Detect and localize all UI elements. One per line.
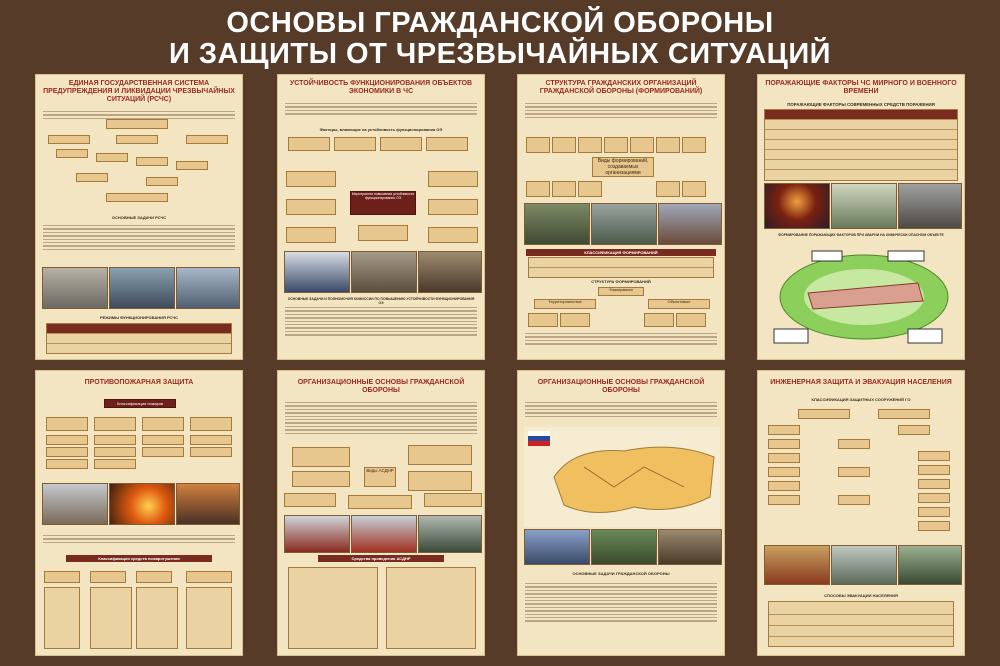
photo-evacuation-1 [764,545,830,585]
asdnr-box [424,493,482,507]
photo-chemical [831,183,897,229]
measure-box [286,171,336,187]
panel-text [36,531,242,547]
fire-sub-box [94,435,136,445]
shelter-box [838,495,870,505]
diagram-box [186,135,228,144]
means-box [288,567,378,649]
panel-stability [277,74,485,360]
panel-title: ПРОТИВОПОЖАРНАЯ ЗАЩИТА [84,379,194,386]
org-box [552,181,576,197]
fire-sub-box [190,447,232,457]
panel-text [518,329,724,349]
org-box [656,137,680,153]
fire-type-box [46,417,88,431]
panel-title: ОРГАНИЗАЦИОННЫЕ ОСНОВЫ ГРАЖДАНСКОЙ ОБОРОНЫ [537,379,705,394]
stand-title-line2: И ЗАЩИТЫ ОТ ЧРЕЗВЫЧАЙНЫХ СИТУАЦИЙ [168,38,832,70]
fire-sub-box [190,435,232,445]
fire-classification-box: Классификация пожаров [104,399,176,408]
classification-table [528,257,714,278]
photo-formations-1 [524,203,590,245]
diagram-box [146,177,178,186]
panel-rschs [35,74,243,360]
panel-structure [517,74,725,360]
photo-meeting [176,267,240,309]
panel-text [518,579,724,626]
photo-fire [109,483,175,525]
panel-title: ЕДИНАЯ ГОСУДАРСТВЕННАЯ СИСТЕМА ПРЕДУПРЕЖДЕНИЯ И ЛИКВИДАЦИИ ЧРЕЗВЫЧАЙНЫХ СИТУАЦИЙ (РСЧС) [43,80,235,103]
photo-workers [418,251,482,293]
panel-title: ОРГАНИЗАЦИОННЫЕ ОСНОВЫ ГРАЖДАНСКОЙ ОБОРОНЫ [297,379,465,394]
panel-band: Классификация средств пожаротушения [66,555,212,562]
photo-debris [351,251,417,293]
photo-shelter [831,545,897,585]
panel-damage-factors [757,74,965,360]
russia-map [524,427,720,527]
photo-formations-3 [658,203,722,245]
shelter-box [918,521,950,531]
photo-cd-2 [591,529,657,565]
territorial-box: Территориальные [534,299,596,309]
shelter-box [898,425,930,435]
center-box: Виды АСДНР [364,467,396,487]
diagram-box [106,119,168,129]
panel-subheading: СПОСОБЫ ЭВАКУАЦИИ НАСЕЛЕНИЯ [824,593,898,598]
org-box [526,137,550,153]
org-box [682,137,706,153]
org-box [604,137,628,153]
photo-ruins [898,183,962,229]
photo-rescuer [284,251,350,293]
means-box [186,587,232,649]
diagram-box [106,193,168,202]
shelter-box [918,479,950,489]
factor-box [334,137,376,151]
evacuation-table [768,601,954,647]
diagram-box [96,153,128,162]
diagram-box [176,161,208,170]
asdnr-box [408,471,472,491]
asdnr-box [408,445,472,465]
shelter-box [838,439,870,449]
panel-subheading: ОСНОВНЫЕ ЗАДАЧИ ГРАЖДАНСКОЙ ОБОРОНЫ [572,571,670,576]
factors-table [764,109,958,181]
photo-cd-1 [524,529,590,565]
fire-sub-box [46,459,88,469]
org-box [644,313,674,327]
org-box [656,181,680,197]
measure-box [428,227,478,243]
fire-type-box [94,417,136,431]
means-box [44,571,80,583]
panel-text [36,221,242,254]
means-box [136,587,178,649]
asdnr-box [292,447,350,467]
fire-sub-box [142,447,184,457]
photo-firefighter [176,483,240,525]
shelter-box [768,425,800,435]
photo-rescuers [109,267,175,309]
panel-subheading: Факторы, влияющие на устойчивость функционирования ОЭ [319,127,443,132]
fire-sub-box [46,435,88,445]
measure-box [428,171,478,187]
org-box [526,181,550,197]
panel-band: ПОРАЖАЮЩИЕ ФАКТОРЫ СОВРЕМЕННЫХ СРЕДСТВ ПОРАЖЕНИЯ [787,102,935,107]
panel-title: СТРУКТУРА ГРАЖДАНСКИХ ОРГАНИЗАЦИЙ ГРАЖДАНСКОЙ ОБОРОНЫ (ФОРМИРОВАНИЙ) [539,80,703,95]
panel-engineering-protection [757,370,965,656]
shelter-box [768,495,800,505]
diagram-box [136,157,168,166]
photo-rescue-1 [284,515,350,553]
panel-text [278,398,484,438]
panel-subheading: ОСНОВНЫЕ ЗАДАЧИ РСЧС [111,215,167,220]
chemical-accident-diagram [768,243,956,353]
photo-formations-2 [591,203,657,245]
measure-box [286,199,336,215]
shelter-box [798,409,850,419]
shelter-box [838,467,870,477]
org-box [578,181,602,197]
panel-civil-defense [517,370,725,656]
stand-title [0,8,1000,70]
stand-title-line1: ОСНОВЫ ГРАЖДАНСКОЙ ОБОРОНЫ [226,7,774,39]
org-box [630,137,654,153]
shelter-box [918,507,950,517]
panel-title: ПОРАЖАЮЩИЕ ФАКТОРЫ ЧС МИРНОГО И ВОЕННОГО ВРЕМЕНИ [765,80,957,95]
shelter-box [918,451,950,461]
shelter-box [768,481,800,491]
panel-band: КЛАССИФИКАЦИЯ ФОРМИРОВАНИЙ [526,249,716,256]
panel-text [278,99,484,119]
org-box [552,137,576,153]
means-box [90,571,126,583]
panel-subheading: КЛАССИФИКАЦИЯ ЗАЩИТНЫХ СООРУЖЕНИЙ ГО [811,397,911,402]
panel-text [278,303,484,340]
object-box: Объектовые [648,299,710,309]
formations-box: Формирования [598,287,644,296]
org-box [528,313,558,327]
panel-text [518,398,724,421]
diagram-box [56,149,88,158]
factor-box [380,137,422,151]
panel-subheading: ФОРМИРОВАНИЕ ПОРАЖАЮЩИХ ФАКТОРОВ ПРИ АВАРИИ НА ХИМИЧЕСКИ ОПАСНОМ ОБЪЕКТЕ [778,233,944,237]
diagram-box [48,135,90,144]
measure-box [428,199,478,215]
factor-box [426,137,468,151]
photo-explosion [764,183,830,229]
center-box: Мероприятия повышения устойчивости функционирования ОЭ [350,191,416,215]
panel-subheading: РЕЖИМЫ ФУНКЦИОНИРОВАНИЯ РСЧС [99,315,179,320]
shelter-box [878,409,930,419]
panel-text [518,99,724,122]
fire-sub-box [142,435,184,445]
shelter-box [768,467,800,477]
photo-trucks [42,267,108,309]
asdnr-box [348,495,412,509]
shelter-box [918,493,950,503]
photo-helicopter [351,515,417,553]
panel-subheading: ОСНОВНЫЕ ЗАДАЧИ И ПОЛНОМОЧИЯ КОМИССИИ ПО ПОВЫШЕНИЮ УСТОЙЧИВОСТИ ФУНКЦИОНИРОВАНИЯ ОЭ [287,297,475,305]
org-box [676,313,706,327]
fire-type-box [190,417,232,431]
asdnr-box [292,471,350,487]
panel-title: ИНЖЕНЕРНАЯ ЗАЩИТА И ЭВАКУАЦИЯ НАСЕЛЕНИЯ [770,379,952,386]
photo-evacuation-3 [898,545,962,585]
means-box [186,571,232,583]
fire-sub-box [94,459,136,469]
panel-asdnr [277,370,485,656]
shelter-box [768,453,800,463]
panel-title: УСТОЙЧИВОСТЬ ФУНКЦИОНИРОВАНИЯ ОБЪЕКТОВ ЭКОНОМИКИ В ЧС [289,80,473,95]
measure-box [286,227,336,243]
photo-cd-3 [658,529,722,565]
fire-type-box [142,417,184,431]
means-box [386,567,476,649]
panel-fire-protection [35,370,243,656]
photo-rescue-3 [418,515,482,553]
org-box [560,313,590,327]
org-box [578,137,602,153]
asdnr-box [284,493,336,507]
measure-box [358,225,408,241]
fire-sub-box [46,447,88,457]
shelter-box [918,465,950,475]
diagram-box [116,135,158,144]
panel-subheading: СТРУКТУРА ФОРМИРОВАНИЙ [591,279,651,284]
center-box: Виды формирований, создаваемых организациями [592,157,654,177]
means-box [136,571,172,583]
modes-table [46,323,232,354]
org-box [682,181,706,197]
diagram-box [76,173,108,182]
shelter-box [768,439,800,449]
panel-band: Средства проведения АСДНР [318,555,444,562]
means-box [44,587,80,649]
means-box [90,587,132,649]
photo-firefighting-plane [42,483,108,525]
fire-sub-box [94,447,136,457]
factor-box [288,137,330,151]
